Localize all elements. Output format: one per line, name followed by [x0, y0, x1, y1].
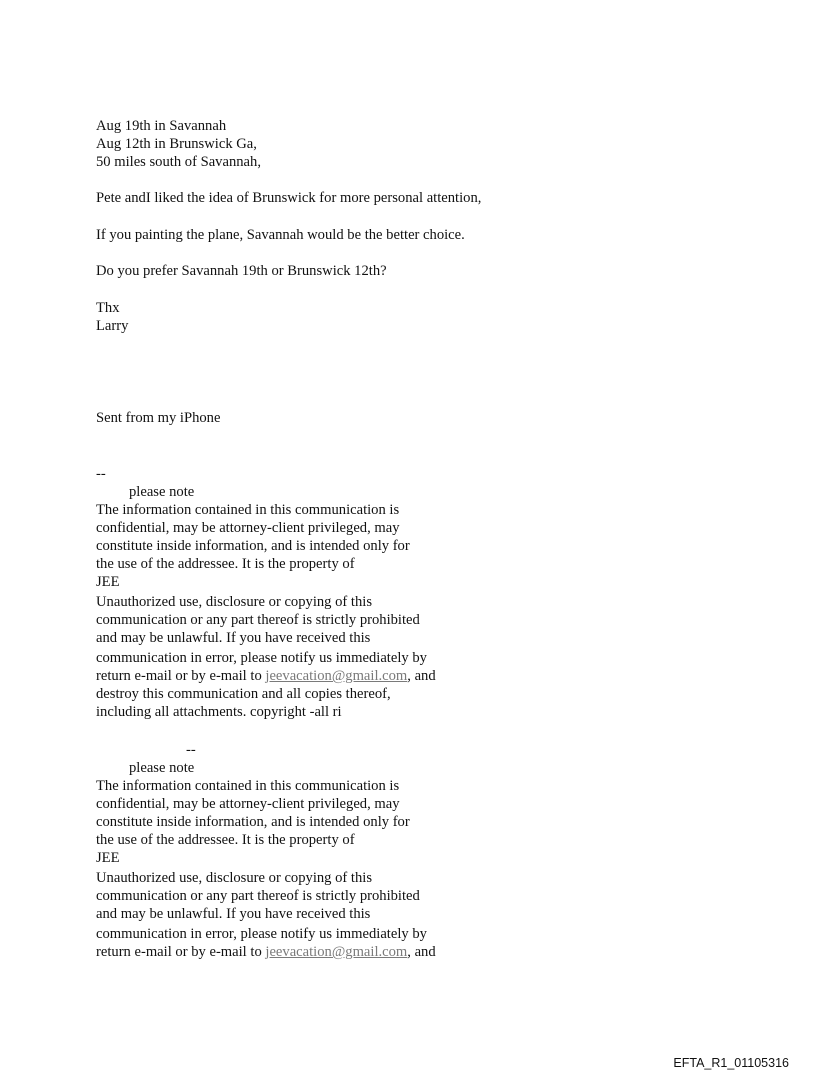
- message-line-painting: If you painting the plane, Savannah would be the better choice.: [96, 227, 465, 243]
- disclaimer-heading: please note: [129, 760, 195, 776]
- message-line-question: Do you prefer Savannah 19th or Brunswick 12th?: [96, 263, 387, 279]
- disclaimer-heading: please note: [129, 484, 195, 500]
- disclaimer-separator: --: [96, 466, 106, 482]
- disclaimer-line: JEE: [96, 850, 120, 866]
- disclaimer-line: Unauthorized use, disclosure or copying of this: [96, 594, 373, 610]
- disclaimer-line: confidential, may be attorney-client privileged, may: [96, 796, 400, 812]
- disclaimer-line: including all attachments. copyright -all ri: [96, 704, 342, 720]
- disclaimer-line: communication in error, please notify us immediately by: [96, 926, 427, 942]
- disclaimer-line: JEE: [96, 574, 120, 590]
- disclaimer-email-suffix: , and: [407, 668, 436, 684]
- disclaimer-line: and may be unlawful. If you have received this: [96, 906, 371, 922]
- disclaimer-email-prefix: return e-mail or by e-mail to: [96, 944, 266, 960]
- disclaimer-line: The information contained in this communication is: [96, 778, 400, 794]
- disclaimer-line: constitute inside information, and is intended only for: [96, 538, 410, 554]
- disclaimer-line: destroy this communication and all copies thereof,: [96, 686, 391, 702]
- message-line-brunswick-date: Aug 12th in Brunswick Ga,: [96, 136, 257, 152]
- disclaimer-line: constitute inside information, and is intended only for: [96, 814, 410, 830]
- disclaimer-line: communication in error, please notify us immediately by: [96, 650, 427, 666]
- disclaimer-email-line: [96, 943, 436, 961]
- message-line-savannah-date: Aug 19th in Savannah: [96, 118, 227, 134]
- disclaimer-separator: --: [186, 742, 196, 758]
- message-sent-from: Sent from my iPhone: [96, 410, 221, 426]
- message-line-distance: 50 miles south of Savannah,: [96, 154, 261, 170]
- disclaimer-line: and may be unlawful. If you have received this: [96, 630, 371, 646]
- email-link[interactable]: jeevacation@gmail.com: [265, 944, 408, 960]
- disclaimer-line: The information contained in this communication is: [96, 502, 400, 518]
- disclaimer-line: the use of the addressee. It is the property of: [96, 832, 355, 848]
- email-link[interactable]: jeevacation@gmail.com: [265, 668, 408, 684]
- message-line-thanks: Thx: [96, 300, 120, 316]
- disclaimer-email-line: [96, 667, 436, 685]
- message-signature: Larry: [96, 318, 129, 334]
- disclaimer-line: the use of the addressee. It is the property of: [96, 556, 355, 572]
- document-id: EFTA_R1_01105316: [673, 1056, 789, 1070]
- disclaimer-email-suffix: , and: [407, 944, 436, 960]
- disclaimer-line: communication or any part thereof is strictly prohibited: [96, 612, 420, 628]
- disclaimer-line: Unauthorized use, disclosure or copying of this: [96, 870, 373, 886]
- disclaimer-email-prefix: return e-mail or by e-mail to: [96, 668, 266, 684]
- disclaimer-line: confidential, may be attorney-client privileged, may: [96, 520, 400, 536]
- disclaimer-line: communication or any part thereof is strictly prohibited: [96, 888, 420, 904]
- message-line-preference: Pete andI liked the idea of Brunswick for more personal attention,: [96, 190, 482, 206]
